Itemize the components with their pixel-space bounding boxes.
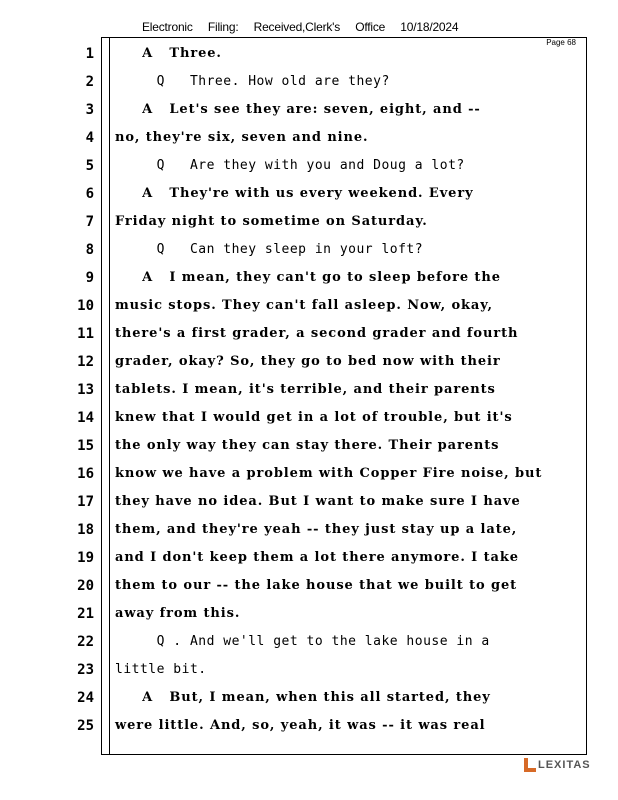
line-number: 25 [77,718,94,734]
margin-rule [109,37,110,755]
line-number: 3 [85,102,94,118]
line-number: 6 [85,186,94,202]
lexitas-logo-text: LEXITAS [538,759,591,771]
line-number: 7 [85,214,94,230]
transcript-line: and I don't keep them a lot there anymore. I take [115,550,519,565]
line-number: 13 [77,382,94,398]
line-number: 18 [77,522,94,538]
lexitas-logo-icon [524,758,536,772]
transcript-line: music stops. They can't fall asleep. Now, okay, [115,298,493,313]
line-number: 9 [85,270,94,286]
transcript-line: them to our -- the lake house that we built to get [115,578,518,593]
transcript-line: A But, I mean, when this all started, they [115,690,491,705]
transcript-line: Friday night to sometime on Saturday. [115,214,428,229]
line-number: 5 [85,158,94,174]
transcript-line: Q . And we'll get to the lake house in a [115,634,490,649]
line-number: 1 [85,46,94,62]
header-received: Received,Clerk's [253,20,341,34]
line-number: 16 [77,466,94,482]
transcript-line: knew that I would get in a lot of trouble, but it's [115,410,513,425]
page-number: Page 68 [546,38,576,47]
transcript-line: A Three. [115,46,222,61]
line-number: 21 [77,606,94,622]
transcript-line: tablets. I mean, it's terrible, and their parents [115,382,496,397]
line-number: 12 [77,354,94,370]
line-number: 11 [77,326,94,342]
transcript-line: Q Three. How old are they? [115,74,390,89]
transcript-line: A They're with us every weekend. Every [115,186,474,201]
line-number: 20 [77,578,94,594]
line-number: 15 [77,438,94,454]
transcript-line: away from this. [115,606,241,621]
transcript-line: no, they're six, seven and nine. [115,130,369,145]
filing-header [142,20,470,34]
line-number: 4 [85,130,94,146]
transcript-line: little bit. [115,662,207,677]
transcript-line: grader, okay? So, they go to bed now with their [115,354,501,369]
transcript-line: they have no idea. But I want to make sure I have [115,494,521,509]
header-office: Office [355,20,386,34]
line-number: 23 [77,662,94,678]
transcript-line: were little. And, so, yeah, it was -- it was real [115,718,486,733]
transcript-line: the only way they can stay there. Their parents [115,438,500,453]
line-number: 17 [77,494,94,510]
line-number: 10 [77,298,94,314]
transcript-line: Q Can they sleep in your loft? [115,242,424,257]
header-date: 10/18/2024 [400,20,459,34]
line-number: 24 [77,690,94,706]
lexitas-logo [524,758,591,772]
transcript-line: A Let's see they are: seven, eight, and -- [115,102,481,117]
transcript-line: there's a first grader, a second grader and fourth [115,326,519,341]
line-number: 14 [77,410,94,426]
line-number: 8 [85,242,94,258]
header-filing: Filing: [207,20,239,34]
transcript-line: A I mean, they can't go to sleep before the [115,270,501,285]
line-number: 2 [85,74,94,90]
transcript-line: them, and they're yeah -- they just stay up a late, [115,522,518,537]
transcript-line: Q Are they with you and Doug a lot? [115,158,465,173]
header-electronic: Electronic [142,20,193,34]
line-number: 19 [77,550,94,566]
line-number: 22 [77,634,94,650]
transcript-line: know we have a problem with Copper Fire noise, but [115,466,543,481]
